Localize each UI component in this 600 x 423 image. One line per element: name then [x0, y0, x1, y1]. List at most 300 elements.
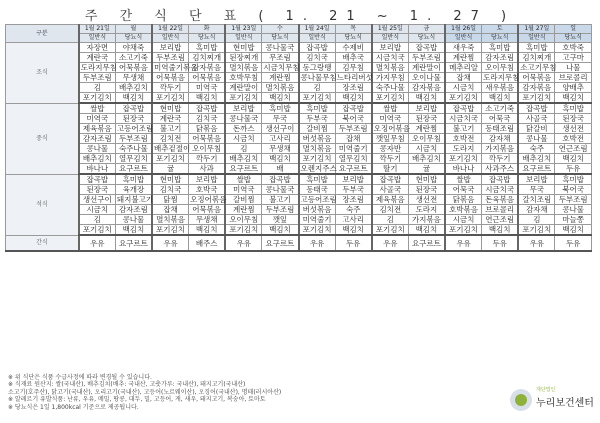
menu-item: 시금치국	[482, 185, 519, 195]
menu-row	[6, 144, 592, 154]
menu-item: 생선전	[555, 124, 592, 134]
menu-item: 시금치	[445, 215, 482, 225]
menu-item: 오이무침	[408, 134, 445, 144]
menu-item: 새우볶음	[482, 83, 519, 93]
meal-label: 간식	[6, 235, 79, 251]
menu-item: 포기김치	[152, 93, 189, 104]
menu-item: 버섯볶음	[299, 134, 336, 144]
menu-item: 어묵볶음	[189, 134, 226, 144]
day-of-week: 토	[482, 25, 519, 34]
menu-item: 콩나물	[115, 215, 152, 225]
menu-item: 닭볶음	[189, 124, 226, 134]
menu-item: 보리밥	[152, 43, 189, 53]
menu-item: 콩나물	[555, 205, 592, 215]
menu-row	[6, 185, 592, 195]
menu-item: 계란찜	[225, 205, 262, 215]
menu-item: 포기김치	[372, 225, 409, 236]
menu-item: 우유	[445, 235, 482, 251]
menu-item: 감자조림	[79, 134, 116, 144]
logo-name: 누리보건센터	[536, 398, 594, 409]
menu-row	[6, 53, 592, 63]
diet-type: 일반식	[299, 34, 336, 43]
menu-item: 숙주나물	[115, 144, 152, 154]
menu-item: 된장국	[408, 114, 445, 124]
menu-item: 귤	[408, 164, 445, 175]
menu-item: 된장국	[115, 114, 152, 124]
menu-item: 흑미밥	[262, 103, 299, 114]
menu-item: 잡곡밥	[335, 103, 372, 114]
menu-item: 잡곡밥	[518, 103, 555, 114]
menu-item: 잡곡밥	[372, 174, 409, 185]
menu-item: 콩나물	[518, 134, 555, 144]
menu-item: 콩자반	[372, 144, 409, 154]
menu-item: 백김치	[555, 93, 592, 104]
menu-item: 백김치	[482, 93, 519, 104]
menu-item: 소고기죽	[482, 103, 519, 114]
menu-item: 오징어볶음	[373, 124, 410, 133]
menu-item: 감자볶음	[518, 83, 555, 93]
menu-item: 포기김치	[445, 225, 482, 236]
menu-item: 포기김치	[225, 93, 262, 104]
menu-item: 미역국	[79, 114, 116, 124]
menu-item: 가지볶음	[482, 144, 519, 154]
menu-item: 고사리	[262, 134, 299, 144]
menu-item: 보리밥	[372, 43, 409, 53]
menu-item: 포기김치	[225, 225, 262, 236]
menu-item: 계란찜	[408, 124, 445, 134]
menu-item: 열무김치	[115, 154, 152, 164]
menu-item: 동태조림	[482, 124, 519, 134]
menu-item: 배주스	[189, 235, 226, 251]
menu-item: 갈치조림	[518, 195, 555, 205]
menu-item: 포기김치	[518, 93, 555, 104]
menu-item: 버섯볶음	[299, 205, 336, 215]
menu-item: 깍두기	[189, 154, 226, 164]
menu-item: 호박전	[555, 134, 592, 144]
menu-row	[6, 195, 592, 205]
day-date: 1월 27일	[518, 25, 555, 34]
menu-item: 닭볶음	[445, 195, 482, 205]
menu-row	[6, 215, 592, 225]
menu-item: 백김치	[115, 93, 152, 104]
header-row-dates	[6, 25, 592, 34]
menu-item: 요구르트	[262, 235, 299, 251]
menu-row	[6, 103, 592, 114]
menu-row	[6, 114, 592, 124]
menu-item: 돈육볶음	[482, 195, 519, 205]
menu-item: 잡채	[152, 205, 189, 215]
menu-item: 시금치	[79, 205, 116, 215]
menu-item: 바나나	[445, 164, 482, 175]
day-of-week: 일	[555, 25, 592, 34]
menu-item: 감자조림	[482, 53, 519, 63]
menu-item: 콩나물	[79, 144, 116, 154]
menu-item: 도라지	[445, 144, 482, 154]
menu-item: 도라지무침	[80, 63, 117, 72]
menu-item: 두부조림	[555, 195, 592, 205]
menu-item: 포기김치	[445, 93, 482, 104]
menu-item: 수제비	[335, 43, 372, 53]
menu-item: 백김치	[262, 93, 299, 104]
menu-item: 잡곡밥	[115, 103, 152, 114]
menu-item: 백김치	[555, 154, 592, 164]
menu-item: 포기김치	[79, 93, 116, 104]
menu-item: 어묵볶음	[115, 63, 152, 73]
menu-item: 장조림	[335, 195, 372, 205]
menu-item: 요구르트	[115, 164, 152, 175]
menu-item: 멸치볶음	[152, 215, 189, 225]
menu-item: 깍두기	[372, 154, 409, 164]
menu-item: 가지무침	[372, 73, 409, 83]
menu-item: 무조림	[262, 53, 299, 63]
menu-item: 잡곡밥	[408, 43, 445, 53]
menu-item: 갈비찜	[299, 124, 336, 134]
menu-item: 쌀밥	[79, 103, 116, 114]
menu-item: 어묵국	[482, 114, 519, 124]
day-date: 1월 25일	[372, 25, 409, 34]
menu-item: 계란국	[79, 53, 116, 63]
footnote-line: ※ 위 식단은 식품 수급사정에 따라 변경될 수 있습니다.	[8, 374, 152, 381]
menu-item: 생선구이	[262, 124, 299, 134]
menu-item: 마늘쫑	[555, 215, 592, 225]
menu-item: 현미밥	[408, 174, 445, 185]
menu-item: 고구마	[555, 53, 592, 63]
menu-item: 된장찌개	[225, 53, 262, 63]
menu-item: 어묵볶음	[189, 73, 226, 83]
menu-item: 사과	[189, 164, 226, 175]
footnote-line: ※ 식재료 원산지: 쌀(국내산), 배추김치(배추: 국내산, 고춧가루: 국내산), 돼지고기(국내산)	[8, 381, 246, 389]
menu-item: 두부조림	[335, 124, 372, 134]
menu-item: 호박볶음	[445, 205, 482, 215]
menu-item: 고등어조림	[300, 195, 337, 204]
menu-row	[6, 205, 592, 215]
menu-item: 미역줄기	[335, 144, 372, 154]
menu-item: 미역국	[189, 83, 226, 93]
menu-item: 우유	[225, 235, 262, 251]
menu-row	[6, 83, 592, 93]
menu-item: 연근조림	[555, 144, 592, 154]
menu-item: 오징어볶음	[190, 195, 227, 204]
footnotes	[8, 374, 458, 411]
footnote-line: ※ 알레르기 유발식품: 난류, 우유, 메밀, 땅콩, 대두, 밀, 고등어, 게, 새우, 돼지고기, 복숭아, 토마토	[8, 396, 266, 404]
menu-item: 감자채	[482, 134, 519, 144]
menu-item: 나물	[555, 63, 592, 73]
menu-item: 보리밥	[189, 174, 226, 185]
menu-item: 제육볶음	[372, 195, 409, 205]
menu-item: 백김치	[408, 225, 445, 236]
menu-item: 시금치	[225, 134, 262, 144]
menu-item: 흑미밥	[299, 174, 336, 185]
menu-item: 현미밥	[152, 103, 189, 114]
menu-item: 잡곡밥	[482, 174, 519, 185]
menu-item: 미역국	[372, 114, 409, 124]
menu-item: 갈비찜	[225, 195, 262, 205]
diet-type: 당뇨식	[482, 34, 519, 43]
menu-item: 불고기	[262, 195, 299, 205]
menu-item: 백김치	[189, 93, 226, 104]
diet-type: 당뇨식	[408, 34, 445, 43]
diet-type: 당뇨식	[262, 34, 299, 43]
menu-item: 백김치	[189, 225, 226, 236]
menu-item: 깍두기	[482, 154, 519, 164]
menu-item: 브로콜리	[555, 73, 592, 83]
corner-cell: 구분	[6, 25, 79, 43]
menu-row	[6, 225, 592, 236]
menu-item: 멸치볶음	[262, 83, 299, 93]
menu-item: 호박죽	[555, 43, 592, 53]
menu-item: 가지볶음	[408, 215, 445, 225]
menu-item: 숙주	[518, 144, 555, 154]
menu-item: 잡곡밥	[445, 103, 482, 114]
menu-item: 쌀밥	[225, 174, 262, 185]
menu-item: 포기김치	[372, 93, 409, 104]
menu-item: 두부국	[299, 114, 336, 124]
menu-row	[6, 235, 592, 251]
menu-item: 오이나물	[408, 73, 445, 83]
menu-item: 무국	[262, 114, 299, 124]
diet-type: 일반식	[518, 34, 555, 43]
menu-item: 백김치	[408, 93, 445, 104]
menu-item: 보리밥	[225, 103, 262, 114]
menu-item: 흑미밥	[555, 103, 592, 114]
menu-item: 호박무침	[225, 73, 262, 83]
menu-item: 감자조림	[115, 205, 152, 215]
menu-item: 멸치볶음	[225, 63, 262, 73]
menu-item: 김	[225, 144, 262, 154]
logo-org: 재단법인	[536, 387, 556, 393]
menu-row	[6, 164, 592, 175]
menu-item: 두유	[335, 235, 372, 251]
menu-item: 흑미밥	[482, 43, 519, 53]
menu-item: 계란말이	[225, 83, 262, 93]
day-date: 1월 26일	[445, 25, 482, 34]
menu-item: 감자볶음	[189, 63, 226, 73]
menu-item: 김	[79, 83, 116, 93]
menu-item: 계란말이	[408, 63, 445, 73]
menu-item: 사골국	[372, 185, 409, 195]
menu-item: 무생채	[189, 215, 226, 225]
menu-item: 보리밥	[408, 103, 445, 114]
menu-item: 백김치	[115, 225, 152, 236]
menu-item: 김치국	[152, 185, 189, 195]
meal-label: 석식	[6, 174, 79, 235]
menu-item: 우유	[518, 235, 555, 251]
menu-row	[6, 73, 592, 83]
menu-item: 배추김치	[115, 83, 152, 93]
menu-item: 어묵볶음	[189, 205, 226, 215]
menu-item: 현미밥	[225, 43, 262, 53]
menu-item: 백김치	[262, 154, 299, 164]
day-of-week: 금	[408, 25, 445, 34]
menu-item: 흑미밥	[518, 43, 555, 53]
menu-item: 돈까스	[225, 124, 262, 134]
header-row-diet	[6, 34, 592, 43]
menu-item: 두부조림	[408, 53, 445, 63]
menu-item: 숙주	[335, 205, 372, 215]
logo	[508, 386, 598, 416]
menu-item: 흑미밥	[555, 174, 592, 185]
day-date: 1월 21일	[79, 25, 116, 34]
menu-item: 잡곡밥	[189, 103, 226, 114]
menu-item: 김	[518, 215, 555, 225]
menu-item: 어묵볶음	[152, 73, 189, 83]
menu-item: 쌀밥	[372, 103, 409, 114]
menu-row	[6, 63, 592, 73]
menu-item: 포기김치	[299, 93, 336, 104]
menu-item: 김치국	[299, 53, 336, 63]
diet-type: 일반식	[152, 34, 189, 43]
menu-item: 김치전	[152, 134, 189, 144]
menu-item: 배추김치	[408, 154, 445, 164]
menu-item: 백김치	[482, 225, 519, 236]
menu-item: 포기김치	[299, 154, 336, 164]
menu-item: 소고기죽	[115, 53, 152, 63]
day-date: 1월 22일	[152, 25, 189, 34]
menu-item: 딸기	[372, 164, 409, 175]
menu-item: 포기김치	[79, 225, 116, 236]
menu-item: 닭찜	[152, 195, 189, 205]
menu-item: 포기김치	[518, 225, 555, 236]
menu-item: 요구르트	[518, 164, 555, 175]
menu-row	[6, 134, 592, 144]
menu-row	[6, 154, 592, 164]
menu-item: 장조림	[335, 83, 372, 93]
meal-label: 중식	[6, 103, 79, 174]
menu-item: 오이무침	[189, 144, 226, 154]
menu-item: 어묵국	[445, 185, 482, 195]
menu-table	[5, 24, 592, 252]
menu-item: 잡채	[445, 73, 482, 83]
menu-row	[6, 124, 592, 134]
menu-item: 된장국	[555, 114, 592, 124]
menu-item: 우유	[299, 235, 336, 251]
menu-item: 콩나물국	[262, 185, 299, 195]
menu-item: 동그랑땡	[299, 63, 336, 73]
menu-item: 숙주나물	[372, 83, 409, 93]
menu-item: 포기김치	[152, 154, 189, 164]
menu-item: 깻잎	[262, 215, 299, 225]
menu-item: 감자채	[518, 205, 555, 215]
menu-item: 불고기	[445, 124, 482, 134]
menu-item: 된장국	[79, 185, 116, 195]
menu-item: 김치찌개	[189, 53, 226, 63]
diet-type: 당뇨식	[189, 34, 226, 43]
menu-item: 김	[299, 83, 336, 93]
menu-item: 배추김치	[518, 154, 555, 164]
menu-item: 된장국	[408, 185, 445, 195]
menu-item: 바나나	[79, 164, 116, 175]
meal-label: 조식	[6, 43, 79, 104]
menu-row	[6, 93, 592, 104]
menu-item: 잡곡밥	[79, 174, 116, 185]
menu-item: 배추김치	[225, 154, 262, 164]
menu-item: 깍두기	[152, 83, 189, 93]
menu-item: 포기김치	[445, 154, 482, 164]
menu-item: 미역줄기	[299, 215, 336, 225]
menu-item: 감자볶음	[408, 83, 445, 93]
menu-item: 두유	[555, 235, 592, 251]
menu-item: 쌀밥	[445, 174, 482, 185]
menu-item: 김무침	[335, 63, 372, 73]
menu-item: 보리밥	[518, 174, 555, 185]
day-of-week: 월	[115, 25, 152, 34]
menu-item: 김치찌개	[518, 53, 555, 63]
day-of-week: 목	[335, 25, 372, 34]
menu-item: 포기김치	[152, 225, 189, 236]
menu-item: 잡곡밥	[262, 174, 299, 185]
menu-item: 배	[262, 164, 299, 175]
menu-item: 귤	[152, 164, 189, 175]
menu-item: 요구르트	[408, 235, 445, 251]
menu-item: 계란찜	[262, 73, 299, 83]
menu-item: 도라지무침	[483, 73, 520, 82]
diet-type: 일반식	[445, 34, 482, 43]
logo-mark-icon	[510, 389, 532, 411]
menu-item: 오이무침	[225, 215, 262, 225]
menu-item: 새우죽	[445, 43, 482, 53]
menu-item: 시금치국	[372, 53, 409, 63]
menu-item: 소고기무침	[520, 63, 557, 72]
menu-item: 배추국	[335, 53, 372, 63]
menu-item: 콩나물국	[225, 114, 262, 124]
menu-item: 메추리알	[445, 63, 482, 73]
menu-item: 느타리버섯	[336, 73, 373, 82]
menu-item: 두부조림	[79, 73, 116, 83]
menu-item: 시금치국	[445, 114, 482, 124]
menu-item: 두부국	[335, 185, 372, 195]
menu-item: 잡채	[335, 134, 372, 144]
menu-item: 양배추	[555, 83, 592, 93]
menu-row	[6, 174, 592, 185]
day-date: 1월 23일	[225, 25, 262, 34]
menu-item: 잡곡밥	[299, 43, 336, 53]
menu-item: 브로콜리	[482, 205, 519, 215]
diet-type: 당뇨식	[115, 34, 152, 43]
day-of-week: 수	[262, 25, 299, 34]
menu-item: 백김치	[335, 93, 372, 104]
menu-item: 어묵볶음	[518, 73, 555, 83]
menu-item: 보리밥	[335, 174, 372, 185]
menu-item: 배추김치	[79, 154, 116, 164]
menu-item: 계란찜	[445, 53, 482, 63]
menu-item: 백김치	[555, 225, 592, 236]
diet-type: 당뇨식	[335, 34, 372, 43]
menu-item: 호박전	[445, 134, 482, 144]
menu-item: 자장면	[79, 43, 116, 53]
menu-item: 김	[372, 215, 409, 225]
menu-item: 계란국	[152, 114, 189, 124]
menu-item: 미역줄기볶음	[154, 63, 198, 72]
menu-item: 콩나물무침	[300, 73, 337, 82]
menu-item: 고사리	[335, 215, 372, 225]
menu-item: 백김치	[335, 225, 372, 236]
menu-item: 배추겉절이	[154, 144, 191, 153]
footnote-line: ※ 당뇨식은 1일 1,800kcal 기준으로 제공됩니다.	[8, 403, 139, 411]
menu-item: 우유	[372, 235, 409, 251]
menu-item: 김	[79, 215, 116, 225]
menu-item: 사과주스	[482, 164, 519, 175]
menu-item: 생선구이	[79, 195, 116, 205]
menu-item: 흑미밥	[189, 43, 226, 53]
page-title: 주 간 식 단 표 ( 1. 21 ~ 1. 27 )	[84, 9, 516, 24]
menu-item: 두부조림	[152, 53, 189, 63]
diet-type: 일반식	[372, 34, 409, 43]
menu-item: 멸치볶음	[299, 144, 336, 154]
menu-item: 북어국	[335, 114, 372, 124]
menu-item: 흑미밥	[299, 103, 336, 114]
menu-item: 제육볶음	[79, 124, 116, 134]
menu-item: 멸치볶음	[372, 63, 409, 73]
